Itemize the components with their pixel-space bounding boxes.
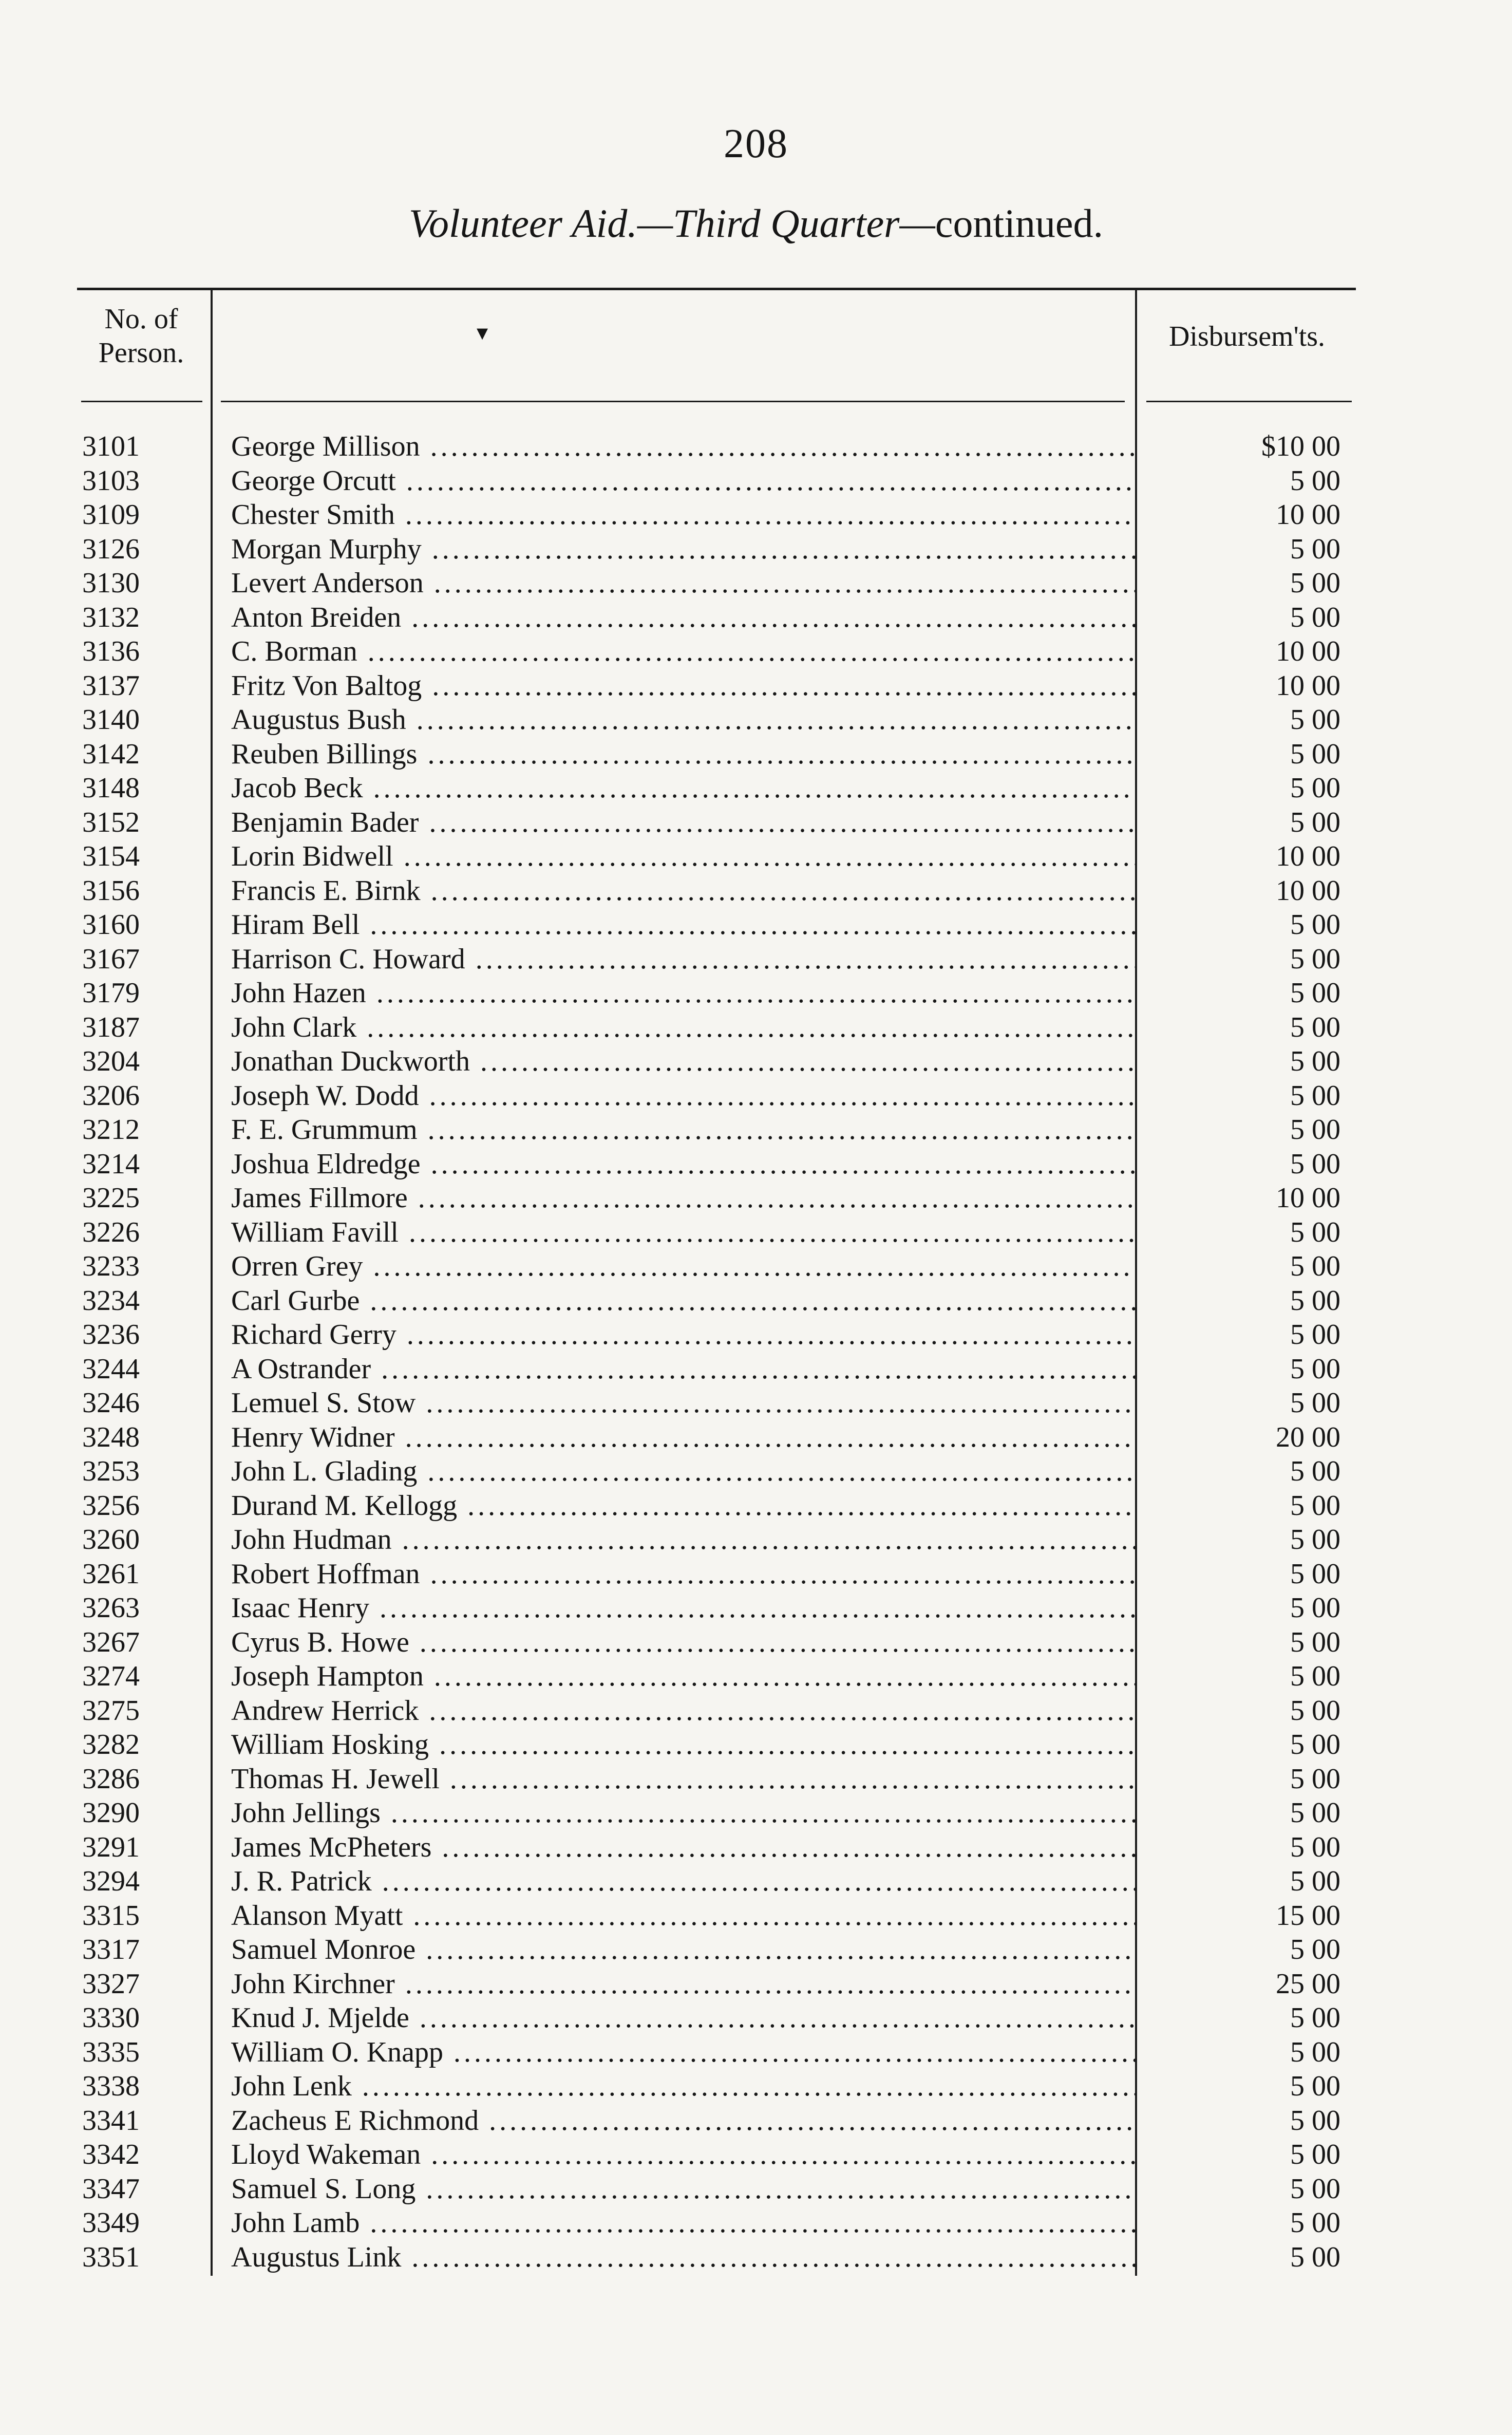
amount: 5 00 — [1290, 1524, 1340, 1556]
person-name: Augustus Bush ..... — [231, 703, 1135, 737]
table-row — [0, 976, 1512, 1010]
person-number: 3226 — [82, 1216, 140, 1248]
amount: 25 00 — [1276, 1968, 1340, 2000]
amount: 10 00 — [1276, 669, 1340, 702]
amount: 5 00 — [1290, 943, 1340, 975]
table-row — [0, 1796, 1512, 1830]
table-row — [0, 669, 1512, 703]
person-number: 3274 — [82, 1660, 140, 1692]
table-row — [0, 908, 1512, 942]
table-row — [0, 1352, 1512, 1387]
person-number: 3234 — [82, 1284, 140, 1317]
person-name: Hiram Bell ..... — [231, 908, 1135, 942]
person-number: 3248 — [82, 1421, 140, 1453]
table-row — [0, 737, 1512, 772]
person-number: 3130 — [82, 567, 140, 599]
person-number: 3136 — [82, 635, 140, 667]
printer-mark: ▾ — [477, 320, 488, 345]
table-row — [0, 874, 1512, 908]
table-row — [0, 429, 1512, 464]
amount: 5 00 — [1290, 1729, 1340, 1760]
table-row — [0, 1899, 1512, 1933]
disbursement-list — [0, 429, 1512, 2274]
person-name: Levert Anderson ..... — [231, 566, 1135, 601]
person-name: Morgan Murphy ..... — [231, 532, 1135, 567]
person-name: Lemuel S. Stow ..... — [231, 1386, 1135, 1420]
amount: 5 00 — [1290, 1284, 1340, 1317]
person-number: 3246 — [82, 1387, 140, 1419]
person-name: Isaac Henry ..... — [231, 1591, 1135, 1625]
amount: 10 00 — [1276, 840, 1340, 872]
table-row — [0, 1523, 1512, 1557]
amount: 10 00 — [1276, 499, 1340, 531]
amount: 5 00 — [1290, 1353, 1340, 1385]
person-name: John Hudman ..... — [231, 1523, 1135, 1557]
person-name: Anton Breiden ..... — [231, 601, 1135, 635]
person-name: Joseph W. Dodd ..... — [231, 1079, 1135, 1113]
header-bottom-rule-left — [81, 401, 202, 402]
person-name: George Millison ..... — [231, 429, 1135, 464]
number-header-line2: Person. — [98, 337, 184, 369]
person-number: 3256 — [82, 1489, 140, 1522]
person-number: 3317 — [82, 1934, 140, 1965]
person-number: 3267 — [82, 1626, 140, 1658]
person-number: 3349 — [82, 2207, 140, 2239]
person-number: 3330 — [82, 2002, 140, 2034]
amount: 5 00 — [1290, 977, 1340, 1009]
person-name: Andrew Herrick ..... — [231, 1694, 1135, 1728]
person-name: Richard Gerry ..... — [231, 1318, 1135, 1352]
amount: 5 00 — [1290, 806, 1340, 838]
amount: 5 00 — [1290, 1079, 1340, 1112]
person-name: Cyrus B. Howe ..... — [231, 1625, 1135, 1660]
person-name: William Favill ..... — [231, 1215, 1135, 1250]
amount: 5 00 — [1290, 1797, 1340, 1829]
person-number: 3132 — [82, 601, 140, 633]
person-name: Samuel Monroe ..... — [231, 1933, 1135, 1967]
amount: 5 00 — [1290, 704, 1340, 736]
person-name: Carl Gurbe ..... — [231, 1284, 1135, 1318]
person-name: Lorin Bidwell ..... — [231, 839, 1135, 874]
amount: 5 00 — [1290, 909, 1340, 941]
person-number: 3154 — [82, 840, 140, 872]
table-row — [0, 2001, 1512, 2035]
amount: 5 00 — [1290, 1455, 1340, 1487]
table-row — [0, 1420, 1512, 1455]
amount: 10 00 — [1276, 635, 1340, 667]
number-column-header — [77, 302, 205, 370]
amount: 5 00 — [1290, 1148, 1340, 1180]
person-name: John Kirchner ..... — [231, 1967, 1135, 2001]
person-number: 3351 — [82, 2241, 140, 2273]
person-name: A Ostrander ..... — [231, 1352, 1135, 1387]
amount: 5 00 — [1290, 1558, 1340, 1590]
person-name: F. E. Grummum ..... — [231, 1113, 1135, 1147]
person-name: Benjamin Bader ..... — [231, 806, 1135, 840]
person-number: 3253 — [82, 1455, 140, 1487]
person-number: 3156 — [82, 874, 140, 907]
amount: 5 00 — [1290, 1660, 1340, 1692]
person-name: Thomas H. Jewell ..... — [231, 1762, 1135, 1796]
person-number: 3167 — [82, 943, 140, 975]
amount: 5 00 — [1290, 1011, 1340, 1043]
person-number: 3137 — [82, 669, 140, 702]
amount: 5 00 — [1290, 2139, 1340, 2170]
person-name: Reuben Billings ..... — [231, 737, 1135, 772]
amount: 15 00 — [1276, 1899, 1340, 1932]
person-name: Chester Smith ..... — [231, 498, 1135, 532]
table-row — [0, 1318, 1512, 1352]
person-name: William Hosking ..... — [231, 1728, 1135, 1762]
table-row — [0, 1010, 1512, 1045]
table-row — [0, 2069, 1512, 2104]
person-number: 3342 — [82, 2139, 140, 2170]
table-row — [0, 1933, 1512, 1967]
amount: 5 00 — [1290, 1763, 1340, 1795]
table-row — [0, 2206, 1512, 2240]
amount: 5 00 — [1290, 1934, 1340, 1965]
person-name: John Clark ..... — [231, 1010, 1135, 1045]
person-number: 3142 — [82, 738, 140, 770]
person-number: 3101 — [82, 430, 140, 462]
header-bottom-rule-middle — [221, 401, 1125, 402]
person-number: 3206 — [82, 1079, 140, 1112]
table-row — [0, 942, 1512, 977]
amount: 5 00 — [1290, 1592, 1340, 1624]
person-name: Harrison C. Howard ..... — [231, 942, 1135, 977]
person-name: William O. Knapp ..... — [231, 2035, 1135, 2070]
table-row — [0, 2138, 1512, 2172]
person-number: 3103 — [82, 464, 140, 497]
person-name: Knud J. Mjelde ..... — [231, 2001, 1135, 2035]
person-name: John Lenk ..... — [231, 2069, 1135, 2104]
table-row — [0, 2172, 1512, 2206]
table-row — [0, 1489, 1512, 1523]
table-row — [0, 771, 1512, 806]
person-name: Zacheus E Richmond ..... — [231, 2104, 1135, 2138]
person-name: James Fillmore ..... — [231, 1181, 1135, 1215]
amount: 5 00 — [1290, 1489, 1340, 1522]
table-row — [0, 1386, 1512, 1420]
person-number: 3148 — [82, 772, 140, 804]
amount: 5 00 — [1290, 2207, 1340, 2239]
person-number: 3140 — [82, 704, 140, 736]
table-row — [0, 1284, 1512, 1318]
person-name: George Orcutt ..... — [231, 464, 1135, 498]
table-row — [0, 1625, 1512, 1660]
person-name: Alanson Myatt ..... — [231, 1899, 1135, 1933]
person-number: 3347 — [82, 2172, 140, 2205]
table-row — [0, 464, 1512, 498]
amount: 5 00 — [1290, 1694, 1340, 1727]
person-number: 3204 — [82, 1045, 140, 1077]
amount: 5 00 — [1290, 1250, 1340, 1282]
table-row — [0, 1147, 1512, 1182]
table-row — [0, 1694, 1512, 1728]
table-row — [0, 1044, 1512, 1079]
person-name: John Jellings ..... — [231, 1796, 1135, 1830]
person-name: Durand M. Kellogg ..... — [231, 1489, 1135, 1523]
table-row — [0, 1215, 1512, 1250]
number-header-line1: No. of — [104, 303, 178, 335]
amount: 5 00 — [1290, 1831, 1340, 1863]
person-number: 3225 — [82, 1182, 140, 1214]
table-row — [0, 1967, 1512, 2001]
amount: 5 00 — [1290, 1865, 1340, 1897]
person-number: 3214 — [82, 1148, 140, 1180]
table-row — [0, 1762, 1512, 1796]
table-row — [0, 1079, 1512, 1113]
person-number: 3244 — [82, 1353, 140, 1385]
amount: 5 00 — [1290, 2241, 1340, 2273]
table-row — [0, 1454, 1512, 1489]
person-name: Joshua Eldredge ..... — [231, 1147, 1135, 1182]
person-name: Henry Widner ..... — [231, 1420, 1135, 1455]
amount: 5 00 — [1290, 1045, 1340, 1077]
person-number: 3233 — [82, 1250, 140, 1282]
person-number: 3315 — [82, 1899, 140, 1932]
table-top-rule — [77, 288, 1356, 290]
table-row — [0, 566, 1512, 601]
table-row — [0, 703, 1512, 737]
person-name: John L. Glading ..... — [231, 1454, 1135, 1489]
amount: 5 00 — [1290, 2070, 1340, 2102]
disbursements-column-header: Disbursem'ts. — [1168, 321, 1326, 352]
person-number: 3152 — [82, 806, 140, 838]
person-number: 3179 — [82, 977, 140, 1009]
amount: 5 00 — [1290, 1626, 1340, 1658]
amount: 5 00 — [1290, 772, 1340, 804]
person-number: 3126 — [82, 533, 140, 565]
amount: 10 00 — [1276, 874, 1340, 907]
person-number: 3263 — [82, 1592, 140, 1624]
person-name: John Hazen ..... — [231, 976, 1135, 1010]
person-number: 3341 — [82, 2104, 140, 2137]
person-name: Samuel S. Long ..... — [231, 2172, 1135, 2206]
table-row — [0, 2104, 1512, 2138]
table-row — [0, 1728, 1512, 1762]
amount: 5 00 — [1290, 2172, 1340, 2205]
table-row — [0, 601, 1512, 635]
amount: 5 00 — [1290, 2002, 1340, 2034]
person-number: 3294 — [82, 1865, 140, 1897]
table-row — [0, 532, 1512, 567]
person-name: Lloyd Wakeman ..... — [231, 2138, 1135, 2172]
amount: 5 00 — [1290, 464, 1340, 497]
amount: 5 00 — [1290, 1387, 1340, 1419]
amount: 5 00 — [1290, 1319, 1340, 1351]
person-name: J. R. Patrick ..... — [231, 1864, 1135, 1899]
person-number: 3275 — [82, 1694, 140, 1727]
person-number: 3290 — [82, 1797, 140, 1829]
page-title-italic: Volunteer Aid.—Third Quarter— — [409, 201, 935, 246]
amount: 5 00 — [1290, 2104, 1340, 2137]
table-row — [0, 1181, 1512, 1215]
person-name: Jonathan Duckworth ..... — [231, 1044, 1135, 1079]
header-bottom-rule-right — [1146, 401, 1352, 402]
page-title — [0, 200, 1512, 247]
amount: 5 00 — [1290, 1216, 1340, 1248]
person-name: Jacob Beck ..... — [231, 771, 1135, 806]
person-number: 3291 — [82, 1831, 140, 1863]
person-number: 3327 — [82, 1968, 140, 2000]
amount: $10 00 — [1261, 430, 1340, 462]
table-row — [0, 1557, 1512, 1591]
person-name: James McPheters ..... — [231, 1830, 1135, 1865]
person-name: Orren Grey ..... — [231, 1249, 1135, 1284]
table-row — [0, 1830, 1512, 1865]
table-row — [0, 839, 1512, 874]
table-row — [0, 1113, 1512, 1147]
person-number: 3212 — [82, 1114, 140, 1146]
person-number: 3160 — [82, 909, 140, 941]
table-row — [0, 1591, 1512, 1625]
person-name: C. Borman ..... — [231, 634, 1135, 669]
person-number: 3338 — [82, 2070, 140, 2102]
person-number: 3236 — [82, 1319, 140, 1351]
person-number: 3282 — [82, 1729, 140, 1760]
amount: 20 00 — [1276, 1421, 1340, 1453]
person-name: Francis E. Birnk ..... — [231, 874, 1135, 908]
table-row — [0, 2240, 1512, 2275]
page-number: 208 — [724, 121, 788, 166]
person-name: Augustus Link ..... — [231, 2240, 1135, 2275]
amount: 5 00 — [1290, 1114, 1340, 1146]
person-number: 3335 — [82, 2036, 140, 2068]
amount: 10 00 — [1276, 1182, 1340, 1214]
table-row — [0, 1659, 1512, 1694]
table-row — [0, 1864, 1512, 1899]
person-name: Joseph Hampton ..... — [231, 1659, 1135, 1694]
person-number: 3286 — [82, 1763, 140, 1795]
amount: 5 00 — [1290, 601, 1340, 633]
table-row — [0, 1249, 1512, 1284]
table-row — [0, 2035, 1512, 2070]
amount: 5 00 — [1290, 567, 1340, 599]
page-title-continued: continued. — [935, 201, 1103, 246]
person-name: Fritz Von Baltog ..... — [231, 669, 1135, 703]
person-number: 3187 — [82, 1011, 140, 1043]
table-row — [0, 498, 1512, 532]
person-name: Robert Hoffman ..... — [231, 1557, 1135, 1591]
table-row — [0, 806, 1512, 840]
person-name: John Lamb ..... — [231, 2206, 1135, 2240]
table-row — [0, 634, 1512, 669]
person-number: 3260 — [82, 1524, 140, 1556]
person-number: 3109 — [82, 499, 140, 531]
amount: 5 00 — [1290, 738, 1340, 770]
amount: 5 00 — [1290, 533, 1340, 565]
person-number: 3261 — [82, 1558, 140, 1590]
amount: 5 00 — [1290, 2036, 1340, 2068]
